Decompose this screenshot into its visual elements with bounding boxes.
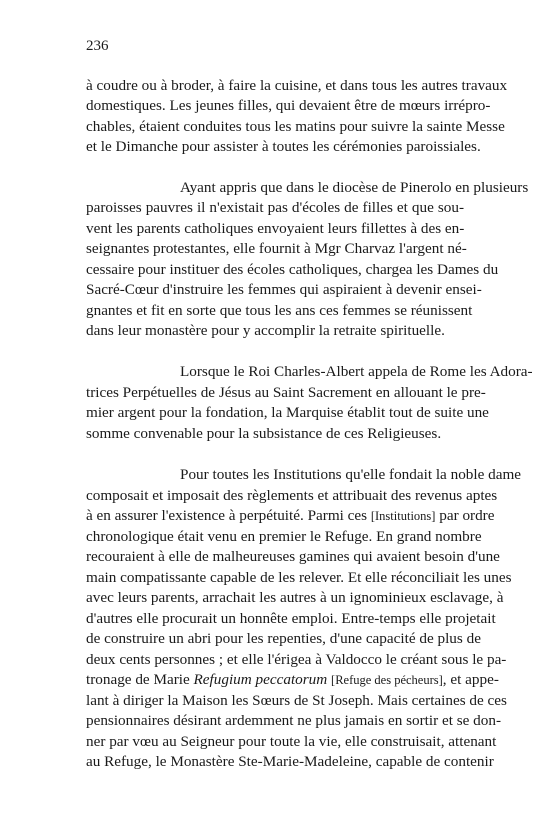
- text-line: avec leurs parents, arrachait les autres à un ignominieux esclavage, à: [86, 589, 504, 606]
- text-line: chronologique était venu en premier le Refuge. En grand nombre: [86, 528, 482, 545]
- text-line: de construire un abri pour les repenties, d'une capacité de plus de: [86, 630, 481, 647]
- text-line: et le Dimanche pour assister à toutes les cérémonies paroissiales.: [86, 138, 481, 155]
- text-line: vent les parents catholiques envoyaient leurs fillettes à des en-: [86, 220, 465, 237]
- text-line: d'autres elle procurait un honnête emploi. Entre-temps elle projetait: [86, 610, 496, 627]
- editorial-bracket: [Institutions]: [370, 509, 436, 523]
- text-line: pensionnaires désirant ardemment ne plus jamais en sortir et se don-: [86, 712, 502, 729]
- page-number: 236: [86, 38, 109, 54]
- text-line: ner par vœu au Seigneur pour toute la vie, elle construisait, attenant: [86, 733, 497, 750]
- editorial-bracket: [Refuge des pécheurs]: [331, 673, 443, 687]
- text-line: [86, 670, 499, 690]
- text-line: deux cents personnes ; et elle l'érigea à Valdocco le créant sous le pa-: [86, 651, 507, 668]
- text-line: paroisses pauvres il n'existait pas d'écoles de filles et que sou-: [86, 199, 464, 216]
- text-line: lant à diriger la Maison les Sœurs de St Joseph. Mais certaines de ces: [86, 692, 507, 709]
- text-line: à coudre ou à broder, à faire la cuisine, et dans tous les autres travaux: [86, 77, 508, 94]
- text-line: chables, étaient conduites tous les matins pour suivre la sainte Messe: [86, 118, 505, 135]
- text-line: somme convenable pour la subsistance de ces Religieuses.: [86, 425, 442, 442]
- text-line: cessaire pour instituer des écoles catholiques, chargea les Dames du: [86, 261, 499, 278]
- text-line: mier argent pour la fondation, la Marquise établit tout de suite une: [86, 404, 489, 421]
- text-line: au Refuge, le Monastère Ste-Marie-Madeleine, capable de contenir: [86, 753, 494, 770]
- text-line: domestiques. Les jeunes filles, qui devaient être de mœurs irrépro-: [86, 97, 491, 114]
- text-span: tronage de Marie: [86, 671, 190, 688]
- text-span: par ordre: [439, 507, 495, 524]
- text-line: trices Perpétuelles de Jésus au Saint Sacrement en allouant le pre-: [86, 384, 486, 401]
- text-line: main compatissante capable de les relever. Et elle réconciliait les unes: [86, 569, 512, 586]
- text-span: à en assurer l'existence à perpétuité. Parmi ces: [86, 507, 368, 524]
- text-line: dans leur monastère pour y accomplir la retraite spirituelle.: [86, 322, 445, 339]
- text-line: Sacré-Cœur d'instruire les femmes qui aspiraient à devenir ensei-: [86, 281, 482, 298]
- text-line: [86, 506, 495, 526]
- text-line: composait et imposait des règlements et attribuait des revenus aptes: [86, 487, 498, 504]
- text-line: Lorsque le Roi Charles-Albert appela de Rome les Adora-: [180, 363, 533, 380]
- text-span: , et appe-: [442, 671, 499, 688]
- italic-latin-title: Refugium peccatorum: [193, 671, 328, 688]
- text-line: seignantes protestantes, elle fournit à Mgr Charvaz l'argent né-: [86, 240, 467, 257]
- text-line: gnantes et fit en sorte que tous les ans ces femmes se réunissent: [86, 302, 473, 319]
- text-line: recouraient à elle de malheureuses gamines qui avaient besoin d'une: [86, 548, 500, 565]
- text-line: Ayant appris que dans le diocèse de Pinerolo en plusieurs: [180, 179, 529, 196]
- text-line: Pour toutes les Institutions qu'elle fondait la noble dame: [180, 466, 522, 483]
